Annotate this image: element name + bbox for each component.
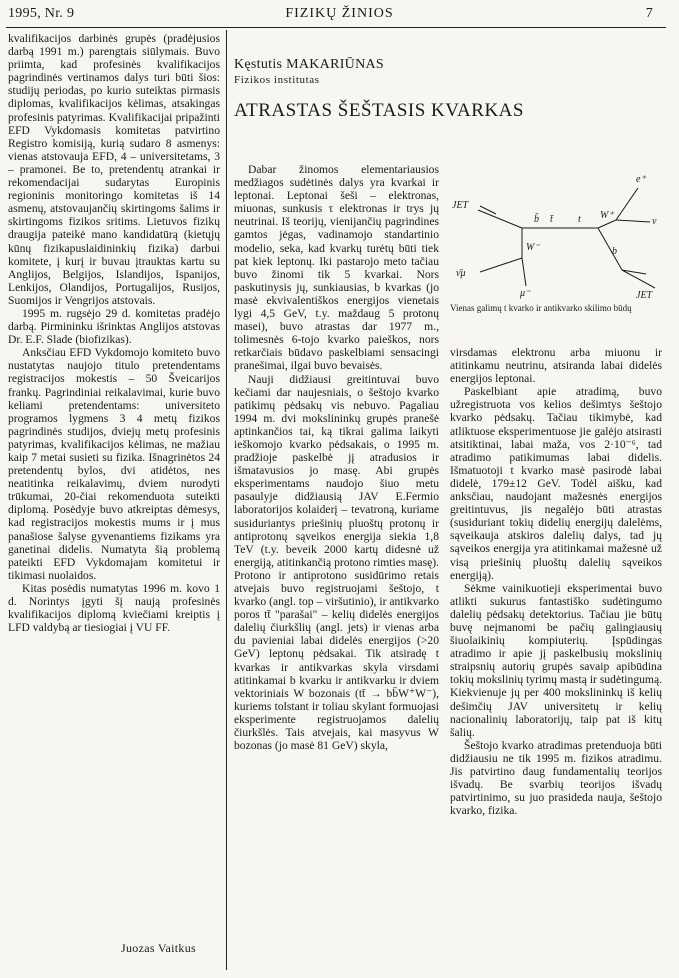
left-paragraph-1: kvalifikacijos darbinės grupės (pradėjusios darbą 1991 m.) parengtais siūlymais. Buvo priimta, kad profesinės kvalifikacijos pagrindinės vertinamos dalys turi būti šios: studijų periodas, po kurio suteiktas pirmasis diplomas, kvalifikacijos kėlimas, atsakingas profesinis patyrimas. Kvalifikacijai pripažinti EFD Vykdomasis komitetas patvirtino Registro komisiją, kurią sudaro 8 asmenys: vienas atstovauja EFD, 4 – universitetams, 3 – pramonei. Be to, pretendentų atrankai ir rekomendacijai sudarytas Europinis regioninis monitoringo komitetas iš 14 asmenų, atstovaujančių skirtingoms šalims ir skirtingoms fizikos sritims. Lietuvos fizikų draugija pateikė mano kandidatūrą (kietųjų kūnų fizikapuslaidininkių fizika) darbui komitete, į kurį ir buvau įtrauktas kartu su Anglijos, Belgijos, Islandijos, Ispanijos, Lenkijos, Olandijos, Portugalijos, Rusijos, Suomijos ir Vengrijos atstovais.	[8, 32, 220, 307]
diagram-line-b	[598, 228, 622, 270]
diagram-line-muon	[522, 258, 526, 286]
column-divider	[226, 30, 227, 970]
decay-diagram	[450, 170, 665, 300]
label-nu-e: ν	[652, 216, 657, 227]
label-jet-top: JET	[452, 200, 469, 211]
label-b: b	[612, 246, 617, 257]
article-title: ATRASTAS ŠEŠTASIS KVARKAS	[234, 100, 524, 121]
middle-paragraph-1: Dabar žinomos elementariausios medžiagos sudėtinės dalys yra kvarkai ir leptonai. Leptonai šeši – elektronas, miuonas, sunkusis τ elektronas ir trys jų neutrinai. Iš teorijų, vienijančių pagrindines gamtos jėgas, vadinamojo standartinio modelio, seka, kad kvarkų turėtų būti tiek pat kiek leptonų. Iki pastarojo meto tačiau buvo žinomi tik 5 kvarkai. Nors paskutinysis jų, sunkiausias, b kvarkas (jo masė ekvivalentiškos energijos vienetais lygi 4,5 GeV, t.y. maždaug 5 protonų masei), buvo atrastas dar 1977 m., tolimesnės 6-tojo kvarko paieškos, nors retkarčiais būdavo paskelbiami sensacingi pranešimai, ilgai buvo bevaisės.	[234, 163, 439, 373]
left-column	[8, 32, 220, 634]
article-institution: Fizikos institutas	[234, 74, 320, 86]
header-rule	[6, 27, 666, 28]
diagram-line-jet-top	[478, 210, 522, 228]
signature: Juozas Vaitkus	[121, 941, 196, 955]
right-paragraph-4: Šeštojo kvarko atradimas pretenduoja būti didžiausiu ne tik 1995 m. fizikos atradimu. Jis patvirtino daug fundamentalių teorijos išvadų. Be svarbių teorijos išvadų patvirtinimo, su juo prasideda nauja, šeštojo kvarko, fizika.	[450, 738, 662, 818]
label-t: t	[578, 214, 581, 225]
label-b-bar: b̄	[534, 214, 539, 225]
left-paragraph-3: Anksčiau EFD Vykdomojo komiteto buvo nustatytas naujojo titulo pretendentams registracijos mokestis – 50 Šveicarijos frankų. Pagrindiniai reikalavimai, kurie buvo keliami pretendentams: universiteto programos lygmens 3 4 metų fizikos pagrindinės studijos, dviejų metų profesinis patyrimas, kvalifikacijos kėlimas, ne mažiau kaip 7 metai susieti su fizika. Išnagrinėtos 24 pretendentų bylos, dvi atidėtos, nes neatitinka reikalavimų, dviem nurodyti trūkumai, 20-čiai rekomenduota suteikti diplomą. Posėdyje buvo atkreiptas dėmesys, kad registracijos mokestis mums ir į mus panašiose šalyse gyvenantiems fizikams yra ganetinai didelis. Numatyta šią problemą pateikti EFD Vykdomajam komitetui ir tikimasi nuolaidos.	[8, 346, 220, 582]
right-column	[450, 346, 662, 817]
label-e-plus: e⁺	[636, 174, 646, 185]
label-nu-mu: ν̄μ	[456, 268, 466, 279]
diagram-line-wplus	[598, 220, 616, 228]
left-paragraph-2: 1995 m. rugsėjo 29 d. komitetas pradėjo darbą. Pirmininku išrinktas Anglijos atstovas Dr. E.F. Slade (biofizikas).	[8, 306, 220, 347]
article-author: Kęstutis MAKARIŪNAS	[234, 57, 384, 72]
right-paragraph-3: Sėkme vainikuotieji eksperimentai buvo atlikti sukurus fantastiško sudėtingumo dalelių pėdsakų detektorius. Tačiau jie būtų buvę neįmanomi be pačių galingiausių šiuolaikinių kompiuterių. Įspūdingas atradimo ir apie jį paskelbusių mokslinių straipsnių autorių grupės savaip apibūdina tokių mokslinių tyrimų mastą ir sudėtingumą. Kiekvienuje jų per 400 mokslininkų iš kelių dešimčių JAV universitetų ir kelių nacionalinių laboratorijų, taip pat iš kitų šalių.	[450, 581, 662, 739]
right-paragraph-2: Paskelbiant apie atradimą, buvo užregistruota vos kelios dešimtys šeštojo kvarko pėdsakų. Tačiau tikimybė, kad atliktuose eksperimentuose jie galėjo atsirasti atsitiktinai, labai maža, vos 2·10⁻⁶, tad atradimo patikimumas labai didelis. Išmatuotoji t kvarko masė pasirodė labai didelė, 179±12 GeV. Todėl aišku, kad anksčiau, naudojant mažesnės energijos greitintuvus, jis negalėjo būti atrastas (susiduriant tokių didelių energijų dalelėms, sąveikauja atskiros dalelių dalys, tad jų sąveikos energija yra atitinkamai mažesnė už visą priešinių pluoštų dalelių sąveikos energiją).	[450, 385, 662, 582]
diagram-line-positron	[616, 188, 638, 220]
publication-title: FIZIKŲ ŽINIOS	[285, 6, 394, 21]
issue-label: 1995, Nr. 9	[8, 6, 75, 21]
middle-column	[234, 163, 439, 752]
diagram-line-neutrino	[616, 220, 650, 222]
diagram-line-numu	[480, 258, 522, 272]
right-paragraph-1: virsdamas elektronu arba miuonu ir atitinkamu neutrinu, atsiranda labai didelės energijos leptonai.	[450, 346, 662, 386]
diagram-jet-spray-1	[480, 206, 496, 214]
middle-paragraph-2: Nauji didžiausi greitintuvai buvo kečiami dar naujesniais, o šeštojo kvarko patikimų pėdsakų vis nebuvo. Pagaliau 1994 m. dvi mokslininkų grupės pranešė aptinkančios tai, ką tikrai galima laikyti ieškomojo kvarko pėdsakais, o 1995 m. pradžioje paskelbė jį atradusios ir išmatavusios jo masę. Abi grupės eksperimentams naudojo šiuo metu pasaulyje didžiausią JAV E.Fermio laboratorijos kolaiderį – tevatroną, kuriame susiduriantys priešinių pluoštų protonų ir antiprotonų sąveikos energija siekia 1,8 TeV (t.y. beveik 2000 kartų didesnė už energiją, atitinkančią protono rimties masę). Protono ir antiprotono susidūrimo retais atvejais buvo registruojami šeštojo, t kvarko (angl. top – viršutinio), ir antikvarko poros tt̄ "parašai" – kelių didelės energijos dalelių čiurkšlių (angl. jets) ir vienas arba du pavieniai labai didelės energijos (>20 GeV) leptonų pėdsakai. Tik atsiradę t kvarkas ir antikvarkas skyla virsdami atitinkamai b kvarku ir antikvarku ir dviem vektoriniais W bozonais (tt̄ → bb̄W⁺W⁻), kuriems tolstant ir toliau skylant formuojasi eksperimente registruojamos dalelių čiurkšlės. Tais atvejais, kai masyvus W bozonas (jo masė 81 GeV) skyla,	[234, 372, 439, 753]
left-paragraph-4: Kitas posėdis numatytas 1996 m. kovo 1 d. Norintys įgyti šį naują profesinės kvalifikacijos diplomą kviečiami kreiptis į LFD valdybą ar tiesiogiai į VU FF.	[8, 581, 220, 635]
label-mu: μ⁻	[520, 288, 531, 299]
label-jet-bottom: JET	[636, 290, 653, 300]
page-number: 7	[645, 6, 653, 21]
label-w-minus: W⁻	[526, 242, 540, 253]
label-t-bar: t̄	[550, 214, 553, 225]
label-w-plus: W⁺	[600, 210, 614, 221]
figure-caption: Vienas galimų t kvarko ir antikvarko skilimo būdų	[450, 303, 632, 313]
